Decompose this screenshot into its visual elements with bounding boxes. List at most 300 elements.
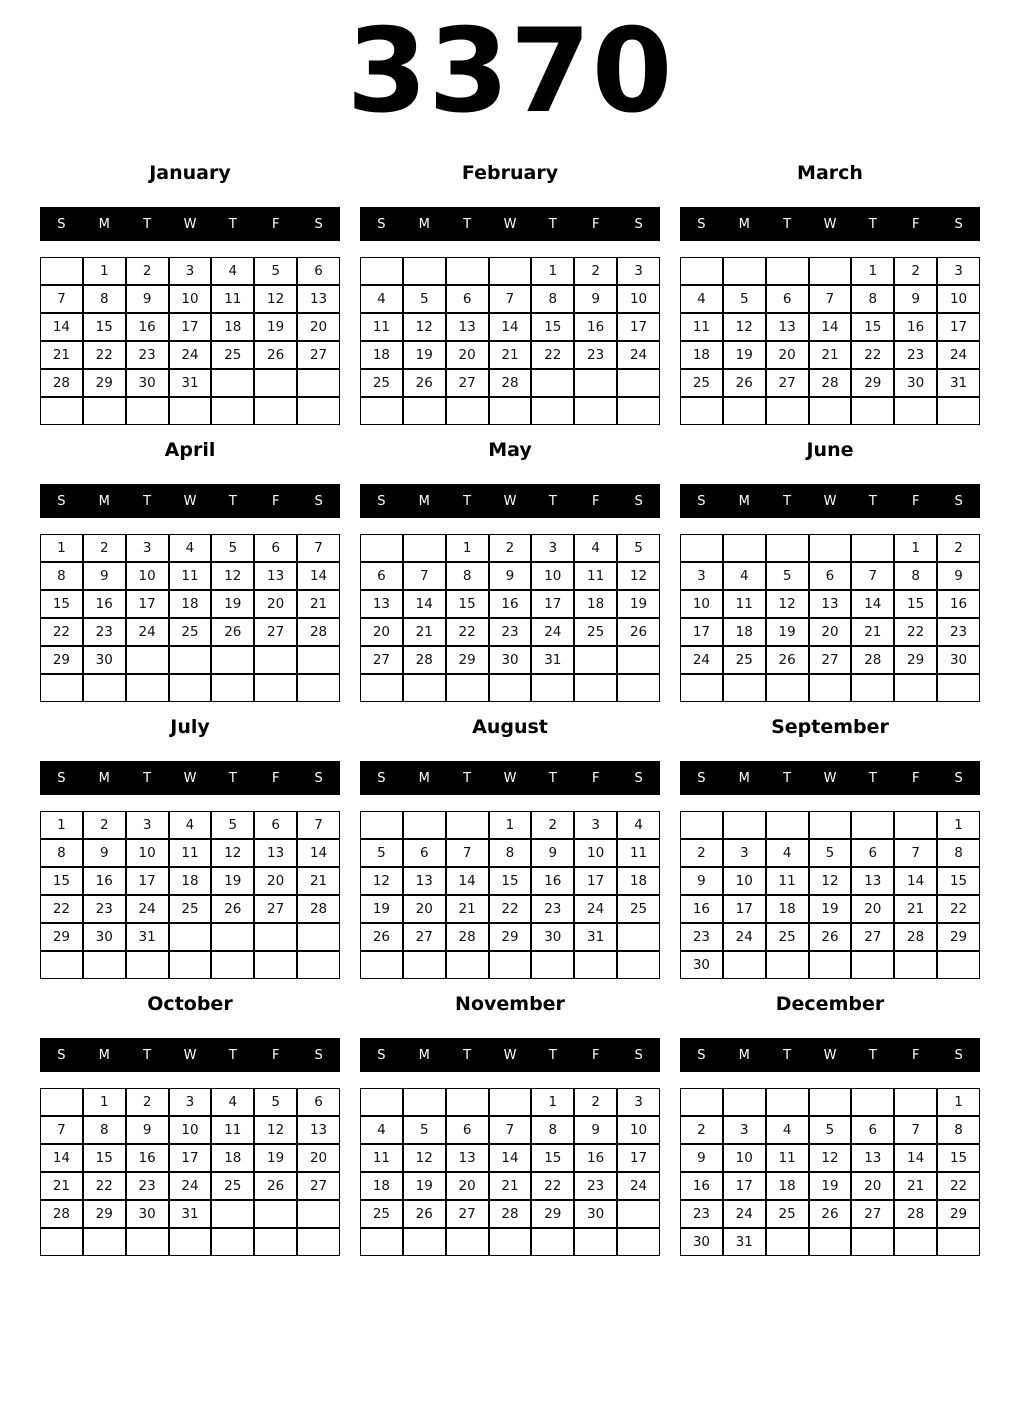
- day-cell: 22: [937, 895, 980, 923]
- day-cell: 13: [446, 313, 489, 341]
- day-cell: 4: [766, 839, 809, 867]
- day-cell: 9: [489, 562, 532, 590]
- weekday-label: T: [463, 1047, 472, 1063]
- month-section: [680, 991, 980, 1256]
- week-row: [360, 313, 660, 341]
- weekday-label: T: [783, 216, 792, 232]
- day-cell: [894, 1228, 937, 1256]
- weekday-label: S: [57, 216, 66, 232]
- day-cell: 29: [531, 1200, 574, 1228]
- week-row: [40, 1144, 340, 1172]
- weekday-label: S: [634, 1047, 643, 1063]
- day-cell: [617, 369, 660, 397]
- day-cell: 10: [937, 285, 980, 313]
- day-cell: 13: [254, 562, 297, 590]
- day-cell: 12: [360, 867, 403, 895]
- day-cell: 5: [809, 839, 852, 867]
- day-cell: [297, 369, 340, 397]
- weekday-label: W: [183, 493, 197, 509]
- day-cell: 7: [40, 285, 83, 313]
- day-cell: [531, 674, 574, 702]
- day-cell: [297, 646, 340, 674]
- month-grid: [680, 1088, 980, 1256]
- weekday-label: S: [314, 493, 323, 509]
- weekday-label: S: [954, 770, 963, 786]
- day-cell: 17: [169, 1144, 212, 1172]
- day-cell: 3: [126, 811, 169, 839]
- day-cell: [809, 534, 852, 562]
- day-cell: 17: [617, 1144, 660, 1172]
- weekday-label: T: [463, 493, 472, 509]
- day-cell: 19: [809, 1172, 852, 1200]
- week-row: [360, 895, 660, 923]
- day-cell: [809, 1088, 852, 1116]
- day-cell: 12: [766, 590, 809, 618]
- day-cell: 11: [211, 285, 254, 313]
- day-cell: 16: [680, 1172, 723, 1200]
- day-cell: 4: [680, 285, 723, 313]
- day-cell: [531, 369, 574, 397]
- day-cell: 16: [83, 867, 126, 895]
- day-cell: [254, 397, 297, 425]
- day-cell: 17: [617, 313, 660, 341]
- day-cell: 17: [126, 867, 169, 895]
- day-cell: 2: [531, 811, 574, 839]
- day-cell: 28: [809, 369, 852, 397]
- weekday-label: S: [377, 770, 386, 786]
- day-cell: 16: [489, 590, 532, 618]
- day-cell: 17: [531, 590, 574, 618]
- week-row: [40, 1088, 340, 1116]
- day-cell: 3: [937, 257, 980, 285]
- day-cell: 6: [446, 1116, 489, 1144]
- day-cell: 9: [126, 1116, 169, 1144]
- weekday-label: M: [98, 1047, 110, 1063]
- weekday-label: S: [57, 770, 66, 786]
- weekday-label: S: [57, 1047, 66, 1063]
- day-cell: [254, 1200, 297, 1228]
- weekday-header-row: [360, 207, 660, 241]
- day-cell: 2: [574, 257, 617, 285]
- day-cell: [531, 1228, 574, 1256]
- day-cell: 16: [894, 313, 937, 341]
- day-cell: 14: [40, 313, 83, 341]
- week-row: [680, 618, 980, 646]
- week-row: [680, 341, 980, 369]
- weekday-label: T: [868, 1047, 877, 1063]
- day-cell: 21: [40, 341, 83, 369]
- day-cell: 5: [403, 1116, 446, 1144]
- day-cell: [40, 257, 83, 285]
- day-cell: 13: [851, 1144, 894, 1172]
- week-row: [360, 1088, 660, 1116]
- week-row: [360, 369, 660, 397]
- day-cell: 21: [809, 341, 852, 369]
- day-cell: 11: [360, 1144, 403, 1172]
- day-cell: [894, 811, 937, 839]
- week-row: [40, 341, 340, 369]
- day-cell: 6: [446, 285, 489, 313]
- week-row: [680, 646, 980, 674]
- day-cell: 8: [83, 1116, 126, 1144]
- day-cell: 25: [211, 1172, 254, 1200]
- day-cell: [254, 923, 297, 951]
- week-row: [360, 562, 660, 590]
- weekday-label: W: [503, 216, 517, 232]
- day-cell: 13: [403, 867, 446, 895]
- day-cell: [211, 397, 254, 425]
- month-title: January: [149, 162, 231, 184]
- day-cell: 13: [851, 867, 894, 895]
- day-cell: [360, 534, 403, 562]
- day-cell: [809, 257, 852, 285]
- weekday-label: S: [697, 770, 706, 786]
- day-cell: 16: [531, 867, 574, 895]
- day-cell: 20: [297, 313, 340, 341]
- day-cell: 15: [83, 313, 126, 341]
- day-cell: [403, 1088, 446, 1116]
- day-cell: 26: [254, 1172, 297, 1200]
- day-cell: [489, 257, 532, 285]
- day-cell: 30: [680, 951, 723, 979]
- month-section: [360, 160, 660, 425]
- week-row: [360, 534, 660, 562]
- day-cell: 29: [937, 923, 980, 951]
- week-row: [680, 839, 980, 867]
- day-cell: 21: [297, 590, 340, 618]
- month-title: June: [806, 439, 854, 461]
- day-cell: 29: [937, 1200, 980, 1228]
- week-row: [360, 811, 660, 839]
- month-title: April: [164, 439, 216, 461]
- day-cell: 10: [531, 562, 574, 590]
- day-cell: 3: [169, 257, 212, 285]
- day-cell: 7: [403, 562, 446, 590]
- day-cell: 2: [489, 534, 532, 562]
- day-cell: 23: [680, 1200, 723, 1228]
- day-cell: 11: [574, 562, 617, 590]
- day-cell: [211, 369, 254, 397]
- day-cell: [83, 397, 126, 425]
- months-grid: [0, 160, 1020, 1256]
- day-cell: 4: [766, 1116, 809, 1144]
- day-cell: 18: [211, 313, 254, 341]
- day-cell: 10: [617, 285, 660, 313]
- day-cell: 2: [83, 811, 126, 839]
- day-cell: 19: [360, 895, 403, 923]
- weekday-label: S: [954, 216, 963, 232]
- weekday-label: S: [314, 1047, 323, 1063]
- day-cell: 28: [489, 1200, 532, 1228]
- month-title: February: [461, 162, 559, 184]
- day-cell: 27: [403, 923, 446, 951]
- day-cell: 1: [40, 534, 83, 562]
- day-cell: 19: [403, 341, 446, 369]
- month-grid: [360, 811, 660, 979]
- day-cell: 21: [894, 1172, 937, 1200]
- day-cell: 18: [360, 341, 403, 369]
- day-cell: 28: [894, 1200, 937, 1228]
- day-cell: [723, 951, 766, 979]
- day-cell: 22: [83, 1172, 126, 1200]
- day-cell: 5: [254, 257, 297, 285]
- day-cell: 20: [297, 1144, 340, 1172]
- day-cell: 4: [169, 534, 212, 562]
- weekday-label: S: [634, 216, 643, 232]
- day-cell: [446, 397, 489, 425]
- month-section: [40, 160, 340, 425]
- week-row: [40, 257, 340, 285]
- day-cell: 22: [531, 341, 574, 369]
- day-cell: 9: [574, 285, 617, 313]
- month-section: [40, 714, 340, 979]
- day-cell: [809, 397, 852, 425]
- day-cell: 11: [766, 867, 809, 895]
- week-row: [360, 618, 660, 646]
- day-cell: 11: [360, 313, 403, 341]
- day-cell: 7: [446, 839, 489, 867]
- week-row: [40, 397, 340, 425]
- day-cell: 30: [937, 646, 980, 674]
- day-cell: [723, 397, 766, 425]
- day-cell: 23: [126, 341, 169, 369]
- week-row: [680, 285, 980, 313]
- day-cell: 20: [403, 895, 446, 923]
- day-cell: [360, 1228, 403, 1256]
- day-cell: 29: [446, 646, 489, 674]
- day-cell: 30: [126, 369, 169, 397]
- day-cell: 22: [446, 618, 489, 646]
- day-cell: 13: [766, 313, 809, 341]
- day-cell: [489, 951, 532, 979]
- day-cell: [851, 674, 894, 702]
- day-cell: 29: [83, 369, 126, 397]
- day-cell: 5: [766, 562, 809, 590]
- week-row: [680, 1144, 980, 1172]
- weekday-header-row: [40, 207, 340, 241]
- day-cell: [937, 674, 980, 702]
- weekday-label: W: [823, 1047, 837, 1063]
- day-cell: [809, 951, 852, 979]
- day-cell: 8: [531, 285, 574, 313]
- day-cell: 19: [723, 341, 766, 369]
- day-cell: 4: [574, 534, 617, 562]
- day-cell: [297, 397, 340, 425]
- week-row: [40, 951, 340, 979]
- day-cell: 25: [360, 369, 403, 397]
- day-cell: 2: [680, 839, 723, 867]
- day-cell: 28: [40, 1200, 83, 1228]
- weekday-label: W: [503, 1047, 517, 1063]
- month-grid: [360, 1088, 660, 1256]
- day-cell: 27: [446, 369, 489, 397]
- day-cell: 7: [489, 285, 532, 313]
- day-cell: [211, 646, 254, 674]
- day-cell: 5: [211, 534, 254, 562]
- day-cell: 9: [83, 839, 126, 867]
- month-grid: [680, 534, 980, 702]
- day-cell: [446, 1088, 489, 1116]
- week-row: [360, 951, 660, 979]
- day-cell: 30: [574, 1200, 617, 1228]
- day-cell: 15: [446, 590, 489, 618]
- day-cell: 25: [617, 895, 660, 923]
- day-cell: 26: [809, 1200, 852, 1228]
- day-cell: [680, 1088, 723, 1116]
- day-cell: [617, 674, 660, 702]
- weekday-label: F: [911, 1047, 920, 1063]
- month-title: March: [797, 162, 863, 184]
- day-cell: [126, 1228, 169, 1256]
- day-cell: 9: [531, 839, 574, 867]
- day-cell: 1: [446, 534, 489, 562]
- day-cell: [403, 674, 446, 702]
- day-cell: 4: [360, 285, 403, 313]
- day-cell: 7: [40, 1116, 83, 1144]
- week-row: [40, 811, 340, 839]
- week-row: [40, 313, 340, 341]
- week-row: [360, 257, 660, 285]
- week-row: [40, 285, 340, 313]
- week-row: [40, 867, 340, 895]
- day-cell: 23: [126, 1172, 169, 1200]
- day-cell: 12: [254, 285, 297, 313]
- day-cell: 19: [403, 1172, 446, 1200]
- day-cell: 27: [297, 1172, 340, 1200]
- weekday-label: S: [954, 493, 963, 509]
- day-cell: 27: [254, 895, 297, 923]
- week-row: [680, 811, 980, 839]
- weekday-label: F: [911, 770, 920, 786]
- day-cell: 24: [531, 618, 574, 646]
- day-cell: 6: [254, 534, 297, 562]
- day-cell: 28: [297, 895, 340, 923]
- day-cell: [403, 811, 446, 839]
- day-cell: [403, 951, 446, 979]
- week-row: [680, 590, 980, 618]
- day-cell: 29: [40, 923, 83, 951]
- day-cell: 2: [937, 534, 980, 562]
- week-row: [40, 646, 340, 674]
- day-cell: 15: [531, 313, 574, 341]
- day-cell: 20: [446, 1172, 489, 1200]
- day-cell: 4: [360, 1116, 403, 1144]
- day-cell: [297, 923, 340, 951]
- weekday-label: M: [418, 493, 430, 509]
- weekday-label: T: [228, 493, 237, 509]
- day-cell: 22: [489, 895, 532, 923]
- week-row: [40, 562, 340, 590]
- day-cell: 9: [894, 285, 937, 313]
- day-cell: 29: [489, 923, 532, 951]
- day-cell: 5: [403, 285, 446, 313]
- week-row: [680, 1200, 980, 1228]
- week-row: [360, 674, 660, 702]
- day-cell: 6: [297, 257, 340, 285]
- day-cell: 8: [40, 839, 83, 867]
- month-title: November: [455, 993, 565, 1015]
- day-cell: [680, 397, 723, 425]
- day-cell: [766, 811, 809, 839]
- day-cell: [851, 1228, 894, 1256]
- day-cell: 27: [851, 1200, 894, 1228]
- day-cell: 8: [446, 562, 489, 590]
- day-cell: [297, 951, 340, 979]
- weekday-label: S: [377, 493, 386, 509]
- day-cell: 26: [809, 923, 852, 951]
- day-cell: 2: [126, 257, 169, 285]
- week-row: [40, 839, 340, 867]
- day-cell: 10: [574, 839, 617, 867]
- day-cell: 11: [211, 1116, 254, 1144]
- week-row: [680, 1228, 980, 1256]
- year-title: 3370: [346, 4, 674, 139]
- day-cell: 14: [403, 590, 446, 618]
- weekday-label: T: [783, 1047, 792, 1063]
- day-cell: 1: [531, 1088, 574, 1116]
- day-cell: [169, 923, 212, 951]
- weekday-label: T: [228, 1047, 237, 1063]
- day-cell: 14: [894, 867, 937, 895]
- day-cell: 5: [809, 1116, 852, 1144]
- day-cell: 27: [446, 1200, 489, 1228]
- day-cell: 26: [211, 618, 254, 646]
- day-cell: 11: [169, 839, 212, 867]
- day-cell: 8: [531, 1116, 574, 1144]
- day-cell: [851, 534, 894, 562]
- weekday-label: T: [143, 1047, 152, 1063]
- day-cell: [360, 257, 403, 285]
- weekday-label: F: [271, 770, 280, 786]
- day-cell: [126, 646, 169, 674]
- day-cell: 14: [297, 562, 340, 590]
- weekday-label: T: [548, 493, 557, 509]
- weekday-label: T: [868, 216, 877, 232]
- day-cell: 22: [40, 895, 83, 923]
- day-cell: 12: [254, 1116, 297, 1144]
- day-cell: 12: [211, 562, 254, 590]
- day-cell: 22: [40, 618, 83, 646]
- day-cell: 25: [169, 895, 212, 923]
- day-cell: 3: [680, 562, 723, 590]
- day-cell: 31: [126, 923, 169, 951]
- day-cell: 30: [531, 923, 574, 951]
- weekday-label: M: [418, 216, 430, 232]
- day-cell: 23: [83, 895, 126, 923]
- day-cell: 1: [894, 534, 937, 562]
- day-cell: 16: [126, 313, 169, 341]
- day-cell: 6: [809, 562, 852, 590]
- day-cell: [574, 646, 617, 674]
- day-cell: 2: [894, 257, 937, 285]
- weekday-label: S: [57, 493, 66, 509]
- day-cell: 16: [126, 1144, 169, 1172]
- day-cell: [446, 257, 489, 285]
- weekday-label: S: [634, 493, 643, 509]
- day-cell: 31: [723, 1228, 766, 1256]
- weekday-label: M: [738, 216, 750, 232]
- day-cell: [211, 951, 254, 979]
- weekday-label: T: [143, 770, 152, 786]
- day-cell: 16: [937, 590, 980, 618]
- day-cell: 30: [489, 646, 532, 674]
- day-cell: [40, 397, 83, 425]
- day-cell: 24: [723, 1200, 766, 1228]
- day-cell: 20: [446, 341, 489, 369]
- day-cell: 26: [254, 341, 297, 369]
- day-cell: 17: [723, 895, 766, 923]
- day-cell: [126, 674, 169, 702]
